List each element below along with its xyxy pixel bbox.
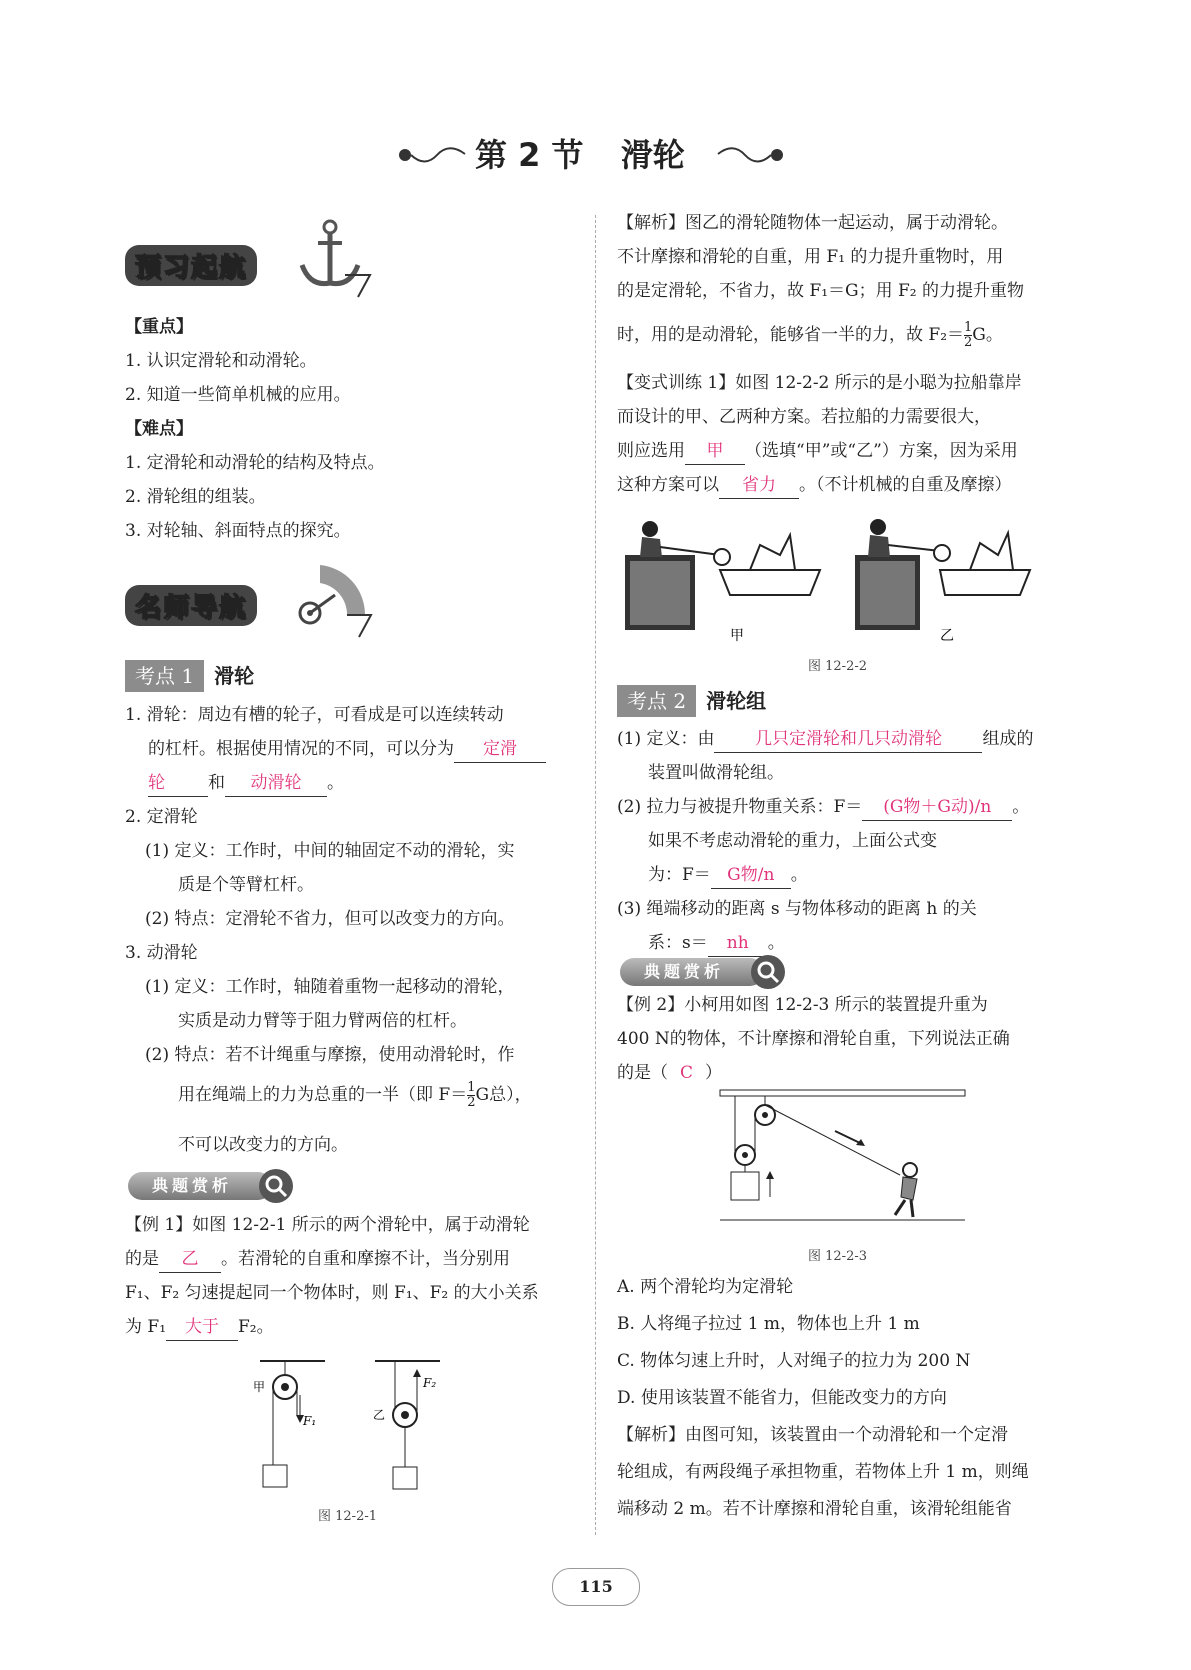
difficulty-heading: 【难点】 [125, 419, 193, 439]
fig1-caption: 图 12-2-1 [318, 1509, 378, 1524]
banner-guide-label: 名师导航 [125, 585, 257, 626]
answer-blank: 省力 [719, 472, 799, 499]
figure-12-2-3 [715, 1085, 970, 1225]
compass-dial-icon [285, 555, 375, 640]
banner-preview-label: 预习起航 [125, 245, 257, 286]
kp2-title: 滑轮组 [706, 689, 767, 713]
kp1-title: 滑轮 [214, 664, 255, 688]
analysis1-line: 不计摩擦和滑轮的自重，用 F₁ 的力提升重物时，用 [617, 247, 1004, 267]
kp2-line: 装置叫做滑轮组。 [648, 763, 784, 783]
kp1-header [125, 660, 254, 692]
answer-blank: (G物＋G动)/n [862, 794, 1012, 821]
ex1-line: 为 F₁ 大于 F₂。 [125, 1310, 274, 1344]
variant1-line: 则应选用 甲 （选填“甲”或“乙”）方案，因为采用 [617, 434, 1018, 468]
scheme-a [625, 521, 820, 630]
answer-blank: 定滑 [454, 736, 546, 763]
fraction: $\frac{1}{2}$ [467, 1080, 476, 1110]
kp2-line: (3) 绳端移动的距离 s 与物体移动的距离 h 的关 [617, 899, 977, 919]
ex1-line: F₁、F₂ 匀速提起同一个物体时，则 F₁、F₂ 的大小关系 [125, 1283, 539, 1303]
ex2-line: 的是（ C ） [617, 1063, 723, 1083]
kp1-line: 1. 滑轮：周边有槽的轮子，可看成是可以连续转动 [125, 705, 504, 725]
fig1-f1: F₁ [303, 1414, 317, 1428]
kp1-badge: 考点 1 [125, 660, 204, 692]
fraction: $\frac{1}{2}$ [964, 320, 973, 350]
kp2-line: 为：F＝ G物/n 。 [648, 858, 808, 892]
ex2-line: 400 N的物体，不计摩擦和滑轮自重，下列说法正确 [617, 1029, 1010, 1049]
kp1-line: 2. 定滑轮 [125, 807, 198, 827]
column-divider [595, 215, 596, 1535]
variant1-line: 而设计的甲、乙两种方案。若拉船的力需要很大， [617, 407, 991, 427]
variant1-line: 这种方案可以 省力 。（不计机械的自重及摩擦） [617, 468, 1012, 502]
scheme-b [855, 519, 1030, 630]
kp2-header [617, 685, 766, 717]
anchor-icon [290, 215, 375, 300]
kp1-line: 质是个等臂杠杆。 [178, 875, 314, 895]
page-number-badge [552, 1568, 640, 1606]
answer-blank: G物/n [711, 862, 791, 889]
example-pill-1: 典题赏析 [128, 1172, 272, 1200]
kp1-line: 3. 动滑轮 [125, 943, 198, 963]
variant1-line: 【变式训练 1】如图 12-2-2 所示的是小聪为拉船靠岸 [617, 373, 1022, 393]
analysis1-line: 时，用的是动滑轮，能够省一半的力，故 F₂＝ $\frac{1}{2}$ G。 [617, 320, 1003, 350]
kp1-line: 用在绳端上的力为总重的一半（即 F＝ $\frac{1}{2}$ G总）， [178, 1080, 532, 1110]
answer-blank: 甲 [685, 438, 745, 465]
option-b: B. 人将绳子拉过 1 m，物体也上升 1 m [617, 1314, 920, 1334]
answer-blank: 大于 [166, 1314, 238, 1341]
fig2-caption: 图 12-2-2 [808, 659, 868, 674]
ex2-line: 【例 2】小柯用如图 12-2-3 所示的装置提升重为 [617, 995, 988, 1015]
analysis1-line: 【解析】图乙的滑轮随物体一起运动，属于动滑轮。 [617, 213, 1008, 233]
banner-preview [125, 215, 375, 300]
analysis2-line: 轮组成，有两段绳子承担物重，若物体上升 1 m，则绳 [617, 1462, 1029, 1482]
option-c: C. 物体匀速上升时，人对绳子的拉力为 200 N [617, 1351, 971, 1371]
ex2-answer: C [680, 1063, 694, 1083]
answer-blank: 轮 [148, 770, 208, 797]
focus-heading: 【重点】 [125, 317, 193, 337]
difficulty-item: 1. 定滑轮和动滑轮的结构及特点。 [125, 453, 385, 473]
option-a: A. 两个滑轮均为定滑轮 [617, 1277, 794, 1297]
example-pill-2: 典题赏析 [620, 958, 764, 986]
analysis2-line: 端移动 2 m。若不计摩擦和滑轮自重，该滑轮组能省 [617, 1499, 1012, 1519]
title-swirl-right-icon [713, 140, 788, 170]
figure-12-2-1 [255, 1355, 455, 1495]
ex1-line: 的是 乙 。若滑轮的自重和摩擦不计，当分别用 [125, 1242, 510, 1276]
answer-blank: 动滑轮 [225, 770, 327, 797]
kp1-line: (1) 定义：工作时，中间的轴固定不动的滑轮，实 [145, 841, 515, 861]
kp1-line: (2) 特点：若不计绳重与摩擦，使用动滑轮时，作 [145, 1045, 515, 1065]
kp1-line: (2) 特点：定滑轮不省力，但可以改变力的方向。 [145, 909, 515, 929]
kp2-line: (1) 定义：由 几只定滑轮和几只动滑轮 组成的 [617, 722, 1033, 756]
difficulty-item: 3. 对轮轴、斜面特点的探究。 [125, 521, 351, 541]
answer-blank: 乙 [159, 1246, 221, 1273]
kp2-line: (2) 拉力与被提升物重关系：F＝ (G物＋G动)/n 。 [617, 790, 1029, 824]
answer-blank: 几只定滑轮和几只动滑轮 [714, 726, 982, 753]
magnifier-icon [258, 1168, 294, 1204]
kp1-line: 的杠杆。根据使用情况的不同，可以分为 定滑 [148, 732, 546, 766]
focus-item: 1. 认识定滑轮和动滑轮。 [125, 351, 317, 371]
kp2-badge: 考点 2 [617, 685, 696, 717]
fig3-caption: 图 12-2-3 [808, 1249, 868, 1264]
title-topic: 滑轮 [620, 136, 685, 174]
page-number: 115 [579, 1577, 613, 1596]
focus-item: 2. 知道一些简单机械的应用。 [125, 385, 351, 405]
analysis1-line: 的是定滑轮，不省力，故 F₁＝G；用 F₂ 的力提升重物 [617, 281, 1025, 301]
kp1-line: 不可以改变力的方向。 [178, 1135, 348, 1155]
figure-12-2-2 [620, 515, 1040, 645]
title-swirl-left-icon [395, 140, 470, 170]
answer-blank: nh [708, 930, 768, 957]
kp2-line: 如果不考虑动滑轮的重力，上面公式变 [648, 831, 937, 851]
fig1-label-a: 甲 [253, 1380, 266, 1394]
banner-guide [125, 555, 375, 640]
fig1-f2: F₂ [423, 1376, 437, 1390]
kp1-line: 实质是动力臂等于阻力臂两倍的杠杆。 [178, 1011, 467, 1031]
magnifier-icon [750, 954, 786, 990]
fig2-label-b: 乙 [940, 628, 954, 644]
difficulty-item: 2. 滑轮组的组装。 [125, 487, 266, 507]
title-section: 第 2 节 [475, 136, 584, 174]
kp1-line: (1) 定义：工作时，轴随着重物一起移动的滑轮， [145, 977, 515, 997]
kp2-line: 系：s＝ nh 。 [648, 926, 785, 960]
fig1-label-b: 乙 [373, 1408, 386, 1422]
analysis2-line: 【解析】由图可知，该装置由一个动滑轮和一个定滑 [617, 1425, 1008, 1445]
page-title [395, 130, 795, 180]
option-d: D. 使用该装置不能省力，但能改变力的方向 [617, 1388, 947, 1408]
kp1-line: 轮 和 动滑轮 。 [148, 766, 344, 800]
ex1-line: 【例 1】如图 12-2-1 所示的两个滑轮中，属于动滑轮 [125, 1215, 530, 1235]
fig2-label-a: 甲 [730, 628, 744, 644]
